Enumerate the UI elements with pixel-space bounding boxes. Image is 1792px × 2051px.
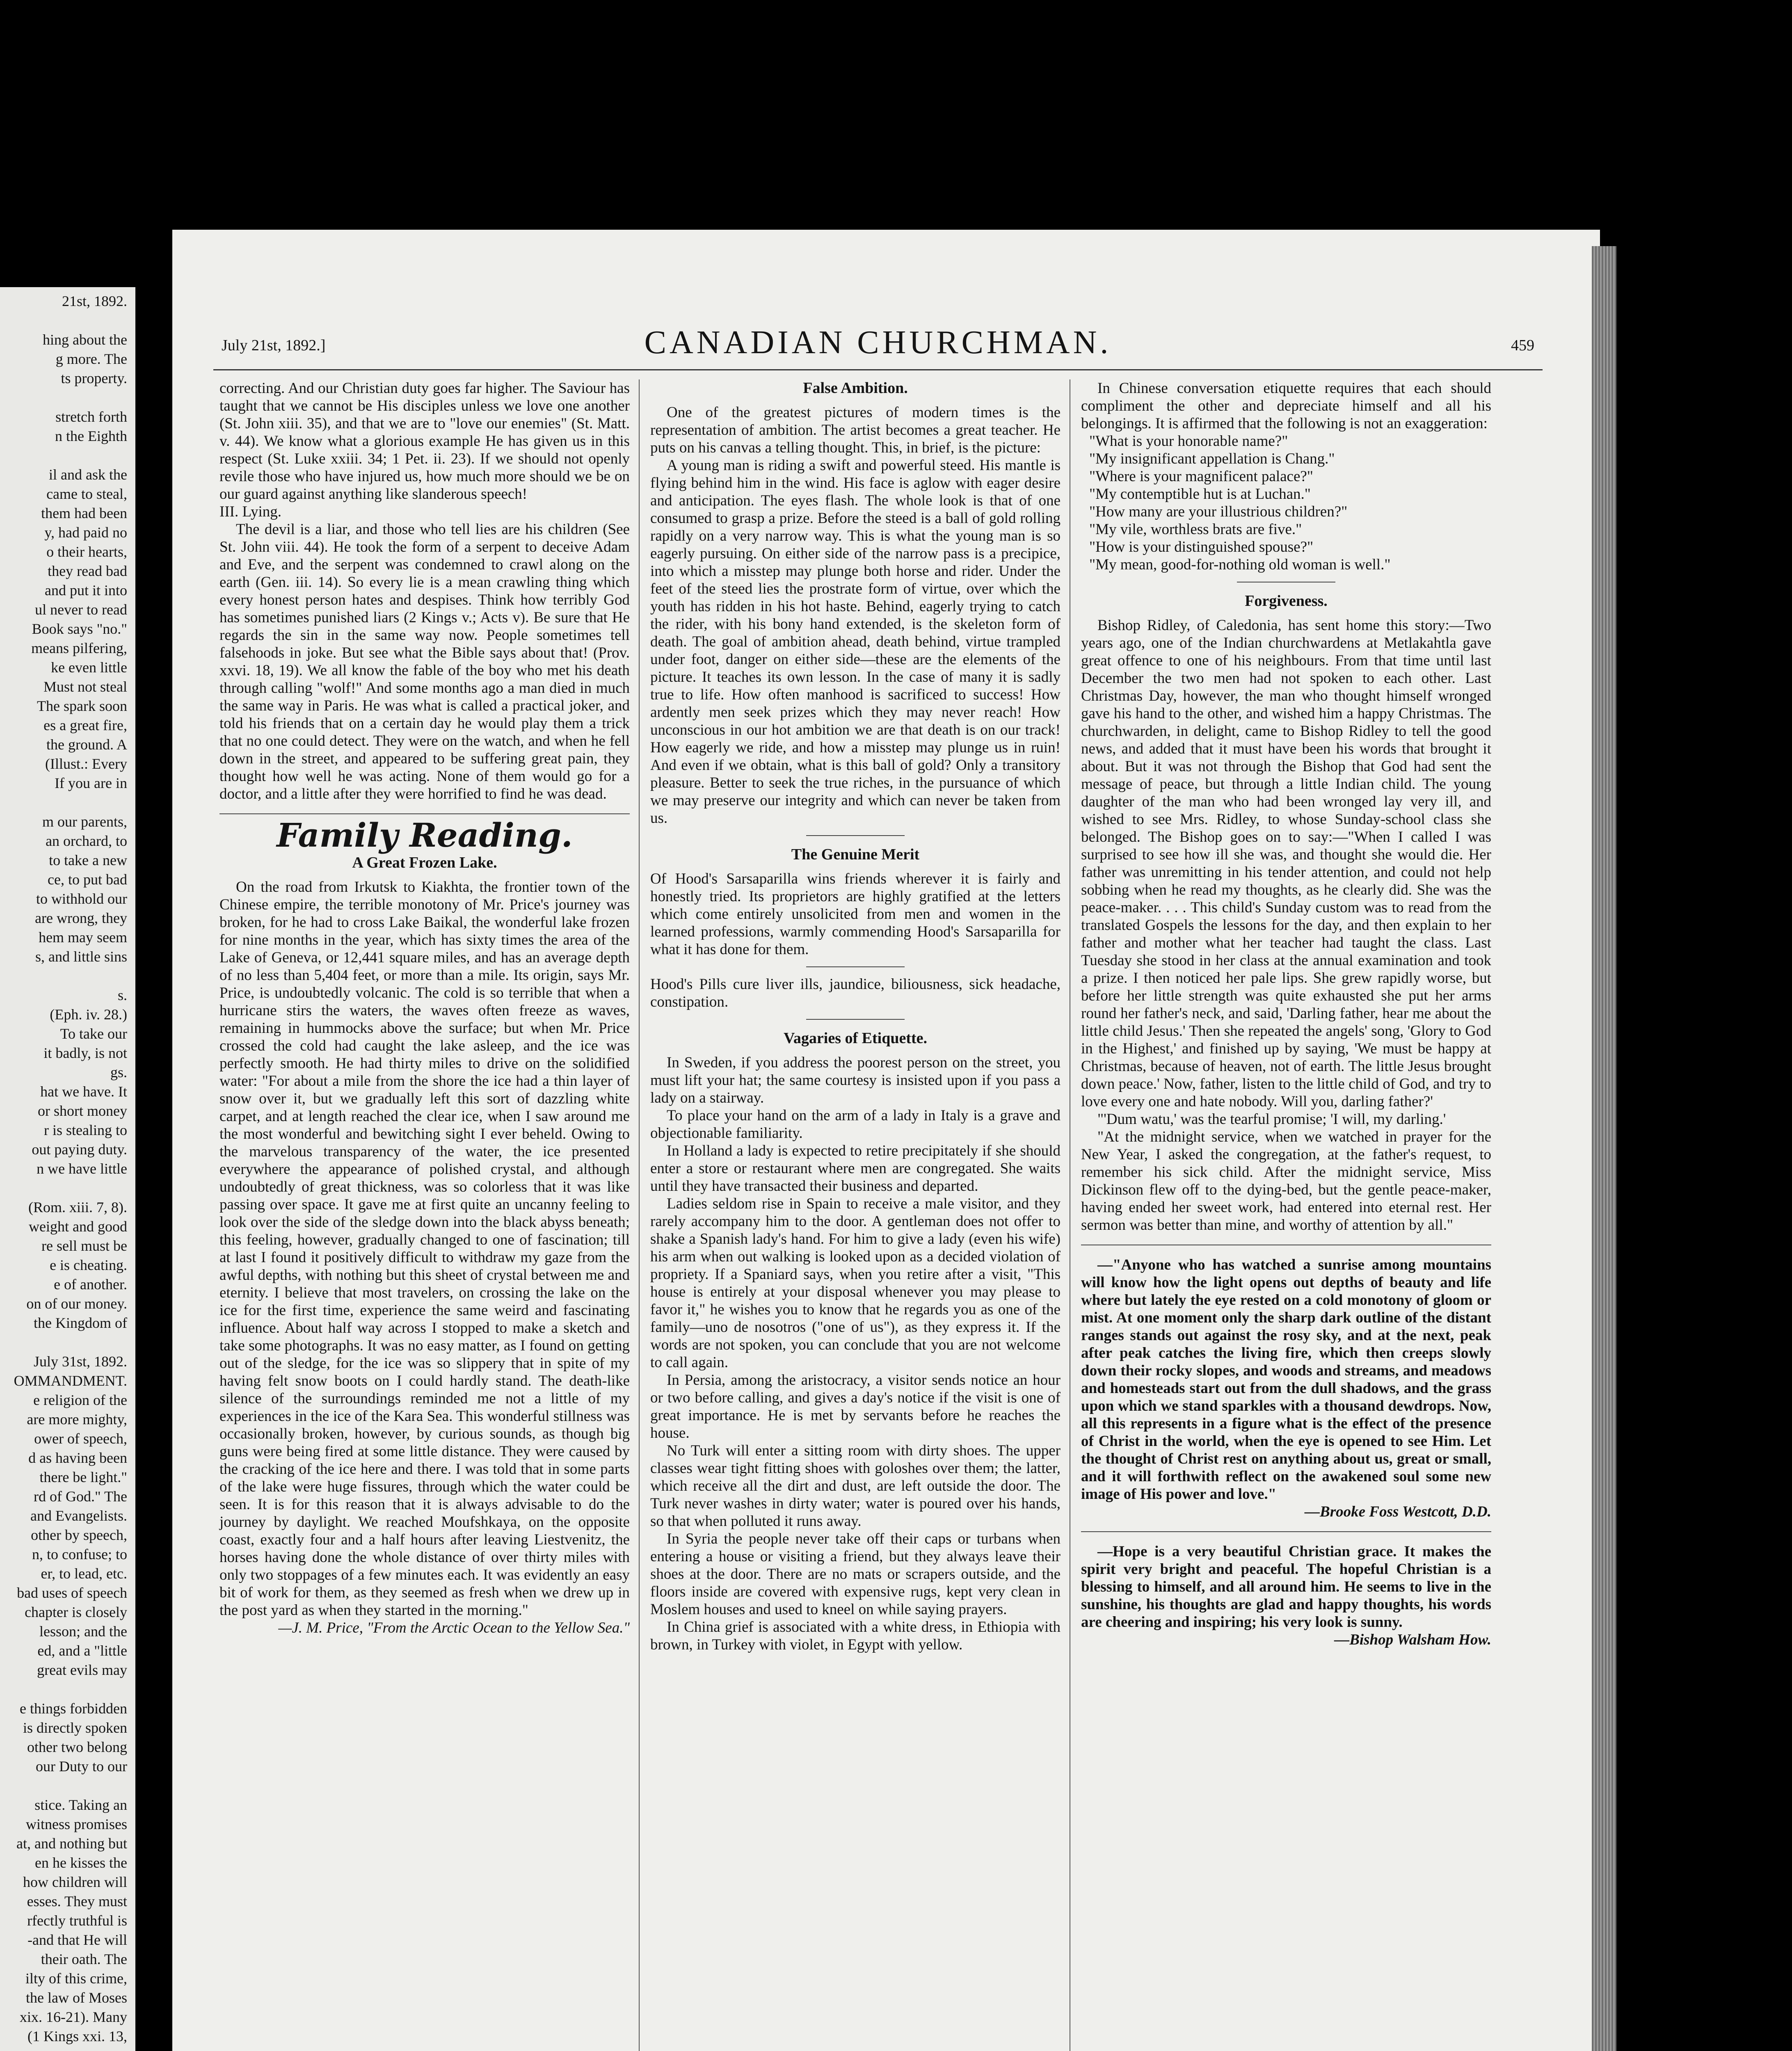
- paragraph: To place your hand on the arm of a lady in Italy is a grave and objectionable familiarity.: [650, 1107, 1061, 1142]
- left-page-fragment: [0, 287, 135, 2051]
- left-page-line: to withhold our: [36, 891, 127, 907]
- left-page-line: e is cheating.: [50, 1257, 127, 1273]
- left-page-line: n we have little: [37, 1160, 127, 1177]
- left-page-line: If you are in: [55, 775, 127, 791]
- article-title: A Great Frozen Lake.: [352, 854, 497, 871]
- paragraph: In Chinese conversation etiquette requires that each should compliment the other and depreciate himself and all his belongings. It is affirmed that the following is not an exaggeration:: [1081, 380, 1491, 432]
- left-page-line: e religion of the: [33, 1392, 127, 1408]
- left-page-line: (Eph. iv. 28.): [50, 1006, 127, 1023]
- paragraph: No Turk will enter a sitting room with dirty shoes. The upper classes wear tight fitting shoes with goloshes over them; the latter, which receive all the dirt and dust, are left outside the door. The Turk never washes in dirty water; water is poured over his hands, so that when polluted it runs away.: [650, 1442, 1061, 1530]
- left-page-line: o their hearts,: [46, 544, 127, 560]
- left-page-line: es a great fire,: [43, 717, 127, 733]
- advertisement: Hood's Pills cure liver ills, jaundice, biliousness, sick headache, constipation.: [650, 976, 1061, 1010]
- left-page-line: at, and nothing but: [16, 1835, 127, 1852]
- left-page-line: s, and little sins: [35, 948, 127, 965]
- left-page-line: they read bad: [48, 563, 127, 579]
- left-page-line: means pilfering,: [31, 640, 127, 656]
- article-title: Vagaries of Etiquette.: [783, 1030, 928, 1047]
- attribution: —Bishop Walsham How.: [1334, 1631, 1491, 1648]
- left-page-line: ul never to read: [35, 601, 127, 618]
- left-page-line: bad uses of speech: [17, 1585, 127, 1601]
- paragraph: "How many are your illustrious children?": [1089, 503, 1348, 520]
- attribution: —Brooke Foss Westcott, D.D.: [1305, 1503, 1491, 1520]
- left-page-line: chapter is closely: [25, 1604, 127, 1620]
- paragraph: "How is your distinguished spouse?": [1089, 539, 1314, 555]
- left-page-line: on of our money.: [26, 1295, 127, 1312]
- left-page-line: ce, to put bad: [48, 871, 127, 888]
- paragraph: "My contemptible hut is at Luchan.": [1089, 486, 1311, 502]
- left-page-line: the law of Moses: [26, 1989, 127, 2006]
- etiquette-list: [650, 1054, 1061, 1654]
- paragraph: In Persia, among the aristocracy, a visitor sends notice an hour or two before calling, and gives a day's notice if the visit is one of great importance. He is met by servants before he reaches the house.: [650, 1372, 1061, 1441]
- left-page-line: hem may seem: [39, 929, 127, 946]
- left-page-line: lesson; and the: [39, 1623, 127, 1640]
- left-page-line: is directly spoken: [23, 1720, 127, 1736]
- left-page-line: are more mighty,: [27, 1411, 127, 1427]
- left-page-line: other two belong: [27, 1739, 127, 1755]
- left-page-line: re sell must be: [41, 1238, 127, 1254]
- left-page-line: n, to confuse; to: [32, 1546, 127, 1562]
- left-page-line: s.: [117, 987, 127, 1003]
- left-page-line: the Kingdom of: [34, 1315, 127, 1331]
- divider: [806, 835, 905, 836]
- left-page-line: are wrong, they: [35, 910, 127, 926]
- left-page-line: g more. The: [55, 351, 127, 367]
- left-page-line: witness promises: [26, 1816, 127, 1832]
- paragraph: Ladies seldom rise in Spain to receive a male visitor, and they rarely accompany him to the door. A gentleman does not offer to shake a Spanish lady's hand. For him to give a lady (even his wife) his arm when out walking is looked upon as a decided violation of propriety. If a Spaniard says, when you retire after a visit, "This house is entirely at your disposal whenever you may please to favor it," he wishes you to know that he regards you as one of the family—uno de nosotros ("one of us"), as they express it. If the words are not spoken, you can conclude that you are not welcome to call again.: [650, 1195, 1061, 1371]
- left-page-line: and Evangelists.: [30, 1507, 127, 1524]
- left-page-line: en he kisses the: [35, 1855, 127, 1871]
- article-title: False Ambition.: [803, 379, 908, 397]
- left-page-line: rd of God." The: [34, 1488, 127, 1505]
- divider: [806, 1019, 905, 1020]
- left-page-line: gs.: [110, 1064, 127, 1080]
- paragraph: "What is your honorable name?": [1089, 433, 1288, 450]
- paragraph: —Hope is a very beautiful Christian grace. It makes the spirit very bright and peaceful. The hopeful Christian is a blessing to himself, and all around him. He seems to live in the sunshine, his thoughts are glad and happy thoughts, his words are cheering and inspiring; his very look is sunny.: [1081, 1543, 1491, 1631]
- left-page-line: esses. They must: [27, 1893, 127, 1909]
- left-page-line: er, to lead, etc.: [41, 1565, 127, 1582]
- paragraph: correcting. And our Christian duty goes far higher. The Saviour has taught that we cannot be His disciples unless we love one another (St. John xiii. 35), and that we are to "love our enemies" (St. Matt. v. 44). We know what a glorious example He has given us in this respect (St. Luke xxiii. 34; 1 Pet. ii. 23). If we should not openly revile those who have injured us, how much more should we be on our guard against anything like slanderous speech!: [219, 380, 630, 502]
- paragraph: "My mean, good-for-nothing old woman is well.": [1089, 556, 1391, 573]
- left-page-line: weight and good: [29, 1218, 127, 1235]
- left-page-line: rfectly truthful is: [27, 1912, 127, 1929]
- paragraph: A young man is riding a swift and powerful steed. His mantle is flying behind him in the wind. His face is aglow with eager desire and anticipation. The eyes flash. The whole look is that of one consumed to grasp a prize. Before the steed is a ball of gold rolling rapidly on a very narrow way. This is what the young man is so eagerly pursuing. On either side of the narrow pass is a precipice, into which a misstep may plunge both horse and rider. Under the feet of the steed lies the prostrate form of virtue, over which the youth has ridden in his hot haste. Behind, eagerly trying to catch the rider, with his bony hand extended, is the skeleton form of death. The goal of ambition ahead, death behind, virtue trampled under foot, danger on either side—these are the elements of the picture. It teaches its own lesson. In the case of many it is sadly true to life. How often manhood is sacrificed to success! How ardently men seek prizes which they may never reach! How unconscious in our hot ambition we are that death is on our track! How eagerly we ride, and how a misstep may plunge us in ruin! And even if we obtain, what is this ball of gold? Only a transitory pleasure. Better to seek the true riches, in the pursuance of which we may preserve our integrity and which can never be taken from us.: [650, 457, 1061, 827]
- left-page-line: ed, and a "little: [37, 1642, 127, 1659]
- left-page-line: it badly, is not: [43, 1045, 127, 1061]
- left-page-line: how children will: [23, 1874, 127, 1890]
- left-page-line: (Illust.: Every: [45, 756, 127, 772]
- forgiveness-text: [1081, 617, 1491, 1234]
- left-page-line: an orchard, to: [46, 833, 127, 849]
- left-page-line: hing about the: [43, 331, 127, 348]
- paragraph: One of the greatest pictures of modern times is the representation of ambition. The artist becomes a great teacher. He puts on his canvas a telling thought. This, in brief, is the picture:: [650, 404, 1061, 456]
- section-heading: Family Reading.: [277, 816, 573, 854]
- divider: [1081, 1531, 1491, 1532]
- divider: [219, 813, 630, 814]
- paragraph: In Syria the people never take off their caps or turbans when entering a house or visiting a friend, but they always leave their shoes at the door. There are no mats or scrapers outside, and the floors inside are covered with expensive rugs, kept very clean in Moslem houses and used to kneel on while saying prayers.: [650, 1530, 1061, 1618]
- left-page-line: r is stealing to: [44, 1122, 127, 1138]
- left-page-line: or short money: [38, 1103, 127, 1119]
- left-page-line: il and ask the: [49, 466, 127, 483]
- column-2: [650, 379, 1061, 1654]
- paragraph: In Holland a lady is expected to retire precipitately if she should enter a store or restaurant where men are congregated. She waits until they have transacted their business and departed.: [650, 1142, 1061, 1195]
- article-title: The Genuine Merit: [791, 846, 920, 863]
- left-page-line: xix. 16-21). Many: [20, 2009, 127, 2025]
- paragraph: "My insignificant appellation is Chang.": [1089, 450, 1335, 467]
- column-rule: [639, 379, 640, 2051]
- header-date: July 21st, 1892.]: [222, 337, 326, 354]
- left-page-line: Book says "no.": [32, 621, 127, 637]
- left-page-line: ke even little: [51, 659, 127, 676]
- masthead-title: CANADIAN CHURCHMAN.: [644, 324, 1112, 361]
- left-page-line: and put it into: [45, 582, 127, 598]
- paragraph: —"Anyone who has watched a sunrise among mountains will know how the light opens out depths of beauty and life where but lately the eye rested on a cold monotony of gloom or mist. At one moment only the sharp dark outline of the distant ranges stands out against the rosy sky, and at the next, peak after peak catches the living fire, which then creeps slowly down their rocky slopes, and woods and streams, and meadows and homesteads start out from the dull shadows, and the grass upon which we stand sparkles with a thousand dewdrops. Now, all this represents in a figure what is the effect of the presence of Christ in the world, when the eye is opened to see Him. Let the thought of Christ rest on anything about us, great or small, and it will forthwith reflect on the awakened soul some new image of His power and love.": [1081, 1256, 1491, 1503]
- divider: [806, 966, 905, 967]
- paragraph: "At the midnight service, when we watched in prayer for the New Year, I asked the congregation, at the father's request, to remember his sick child. After the midnight service, Miss Dickinson flew off to the dying-bed, but the gentle peace-maker, having ended her sweet work, had entered into eternal rest. Her sermon was better than mine, and worthy of attention by all.": [1081, 1128, 1491, 1233]
- paragraph: "Where is your magnificent palace?": [1089, 468, 1313, 485]
- left-page-line: ower of speech,: [34, 1430, 127, 1447]
- header-rule: [213, 369, 1543, 370]
- paragraph: In Sweden, if you address the poorest person on the street, you must lift your hat; the same courtesy is insisted upon if you pass a lady on a stairway.: [650, 1054, 1061, 1106]
- article-title: Forgiveness.: [1245, 592, 1328, 610]
- left-page-line: July 31st, 1892.: [33, 1353, 127, 1370]
- paragraph: In China grief is associated with a white dress, in Ethiopia with brown, in Turkey with violet, in Egypt with yellow.: [650, 1619, 1061, 1653]
- paragraph: The devil is a liar, and those who tell lies are his children (See St. John viii. 44). He took the form of a serpent to deceive Adam and Eve, and the serpent was condemned to crawl along on the earth (Gen. iii. 14). So every lie is a mean crawling thing which every honest person hates and despises. Think how terribly God has sometimes punished liars (2 Kings v.; Acts v). Be sure that He regards the sin in the same way now. People sometimes tell falsehoods in joke. But see what the Bible says about that! (Prov. xxvi. 18, 19). We all know the fable of the boy who met his death through calling "wolf!" And some months ago a man died in much the same way in Paris. He was what is called a practical joker, and told his friends that on a certain day he would play them a trick that no one could detect. They were on the watch, and when he fell down in the street, and appeared to be suffering great pain, they thought how well he was acting. None of them would go for a doctor, and a little after they were horrified to find he was dead.: [219, 521, 630, 802]
- left-page-line: them had been: [41, 505, 127, 521]
- left-page-line: their oath. The: [41, 1951, 127, 1967]
- attribution: —J. M. Price, "From the Arctic Ocean to the Yellow Sea.": [278, 1619, 630, 1636]
- page-edge: [1592, 246, 1616, 2051]
- left-page-line: e of another.: [54, 1276, 127, 1293]
- left-page-line: n the Eighth: [55, 428, 127, 444]
- left-page-line: OMMANDMENT.: [14, 1373, 127, 1389]
- left-page-line: out paying duty.: [32, 1141, 127, 1158]
- left-page-line: there be light.": [39, 1469, 127, 1485]
- left-page-line: our Duty to our: [36, 1758, 127, 1775]
- left-page-line: (1 Kings xxi. 13,: [27, 2028, 127, 2044]
- left-page-line: (Rom. xiii. 7, 8).: [28, 1199, 127, 1215]
- left-page-line: other by speech,: [31, 1527, 127, 1543]
- left-page-line: the ground. A: [46, 736, 127, 753]
- left-page-line: hat we have. It: [40, 1083, 127, 1100]
- dialogue-list: [1081, 432, 1491, 573]
- paragraph: On the road from Irkutsk to Kiakhta, the frontier town of the Chinese empire, the terrible monotony of Mr. Price's journey was broken, for he had to cross Lake Baikal, the wonderful lake frozen for nine months in the year, which has sixty times the area of the Lake of Geneva, or 12,441 square miles, and has an average depth of no less than 5,404 feet, or more than a mile. Its origin, says Mr. Price, is undoubtedly volcanic. The cold is so terrible that when a hurricane stirs the waters, the waves often freeze as waves, remaining in hummocks above the surface; but when Mr. Price crossed the cold had caught the lake asleep, and the ice was perfectly smooth. He had thirty miles to drive on the solidified water: "For about a mile from the shore the ice had a thin layer of snow over it, but we gradually left this sort of dazzling white carpet, and at length reached the clear ice, when I saw around me the most wonderful and bewitching sight I ever beheld. Owing to the marvelous transparency of the water, the ice presented everywhere the appearance of polished crystal, and although undoubtedly of great thickness, was so colorless that it was like passing over space. It gave me at first quite an uncanny feeling to look over the side of the sledge down into the black abyss beneath; this feeling, however, gradually changed to one of fascination; till at last I found it positively difficult to withdraw my gaze from the awful depths, with nothing but this sheet of crystal between me and eternity. I believe that most travelers, on crossing the lake on the ice for the first time, experience the same weird and fascinating influence. About half way across I stopped to make a sketch and take some photographs. It was no easy matter, as I found on getting out of the sledge, for the ice was so slippery that in spite of my having felt snow boots on I could hardly stand. The death-like silence of the surroundings reminded me not a little of my experiences in the ice of the Kara Sea. This wonderful stillness was occasionally broken, however, by curious sounds, as though big guns were being fired at some little distance. They were caused by the cracking of the ice here and there. I was told that in some parts of the lake were huge fissures, through which the water could be seen. It is for this reason that it is always advisable to do the journey by daylight. We reached Moufshkaya, on the opposite coast, exactly four and a half hours after leaving Liestvenitz, the horses having done the whole distance of over thirty miles with only two stoppages of a few minutes each. It was evidently an easy bit of work for them, as they seemed as fresh when we drew up in the post yard as when they started in the morning.": [219, 879, 630, 1619]
- page-header: [213, 324, 1543, 365]
- left-page-line: e things forbidden: [20, 1700, 127, 1717]
- paragraph: Bishop Ridley, of Caledonia, has sent home this story:—Two years ago, one of the Indian churchwardens at Metlakahtla gave great offence to one of his neighbours. From that time until last December the two men had not spoken to each other. Last Christmas Day, however, the man who thought himself wronged gave his hand to the other, and wished him a happy Christmas. The churchwarden, in delight, came to Bishop Ridley to tell the good news, and added that it must have been his words that brought it about. But it was not through the Bishop that God had sent the message of peace, but through a little Indian child. The young daughter of the man who had been wronged lay very ill, and wished to see Mrs. Ridley, to whose Sunday-school class she belonged. The Bishop goes on to say:—"When I called I was surprised to see how ill she was, and thought she would die. Her father was unremitting in his tender attention, and could not help sobbing when he read my thoughts, as he clearly did. She was the peace-maker. . . . This child's Sunday custom was to read from the translated Gospels the lessons for the day, and then explain to her father and mother what her teacher had taught the class. Last Tuesday she stood in her class at the annual examination and took a prize. I then noticed her pale lips. She grew rapidly worse, but before her little strength was quite exhausted she put her arms round her father's neck, and said, 'Darling father, hear me about the little child Jesus.' Then she repeated the angels' song, 'Glory to God in the Highest,' and finished up by saying, 'We must be happy at Christmas, because of heaven, not of earth. The little Jesus brought down peace.' Now, father, listen to the little child of God, and try to love every one and hate nobody. Will you, darling father?': [1081, 617, 1491, 1110]
- left-page-line: -and that He will: [27, 1932, 127, 1948]
- left-page-line: stice. Taking an: [34, 1797, 127, 1813]
- left-page-line: stretch forth: [55, 409, 127, 425]
- left-page-line: to take a new: [49, 852, 127, 868]
- left-page-line: came to steal,: [46, 486, 127, 502]
- left-page-line: great evils may: [37, 1662, 127, 1678]
- left-page-line: ilty of this crime,: [25, 1970, 127, 1987]
- left-page-line: The spark soon: [37, 698, 127, 714]
- newspaper-page: [172, 230, 1600, 2051]
- left-page-line: 21st, 1892.: [62, 293, 127, 309]
- column-3: [1081, 379, 1491, 1649]
- left-page-line: To take our: [60, 1026, 127, 1042]
- paragraph: "My vile, worthless brats are five.": [1089, 521, 1302, 538]
- page-number: 459: [1511, 337, 1534, 354]
- column-1: [219, 379, 630, 1637]
- left-page-line: ts property.: [61, 370, 127, 386]
- paragraph: Of Hood's Sarsaparilla wins friends wherever it is fairly and honestly tried. Its proprietors are highly gratified at the letters which come entirely unsolicited from men and women in the learned professions, warmly commending Hood's Sarsaparilla for what it has done for them.: [650, 870, 1061, 958]
- left-page-line: d as having been: [28, 1450, 127, 1466]
- left-page-line: y, had paid no: [44, 524, 127, 541]
- subheading-lying: III. Lying.: [219, 503, 282, 520]
- left-page-line: Must not steal: [43, 678, 127, 695]
- left-page-line: m our parents,: [42, 813, 127, 830]
- paragraph: "'Dum watu,' was the tearful promise; 'I will, my darling.': [1097, 1111, 1446, 1128]
